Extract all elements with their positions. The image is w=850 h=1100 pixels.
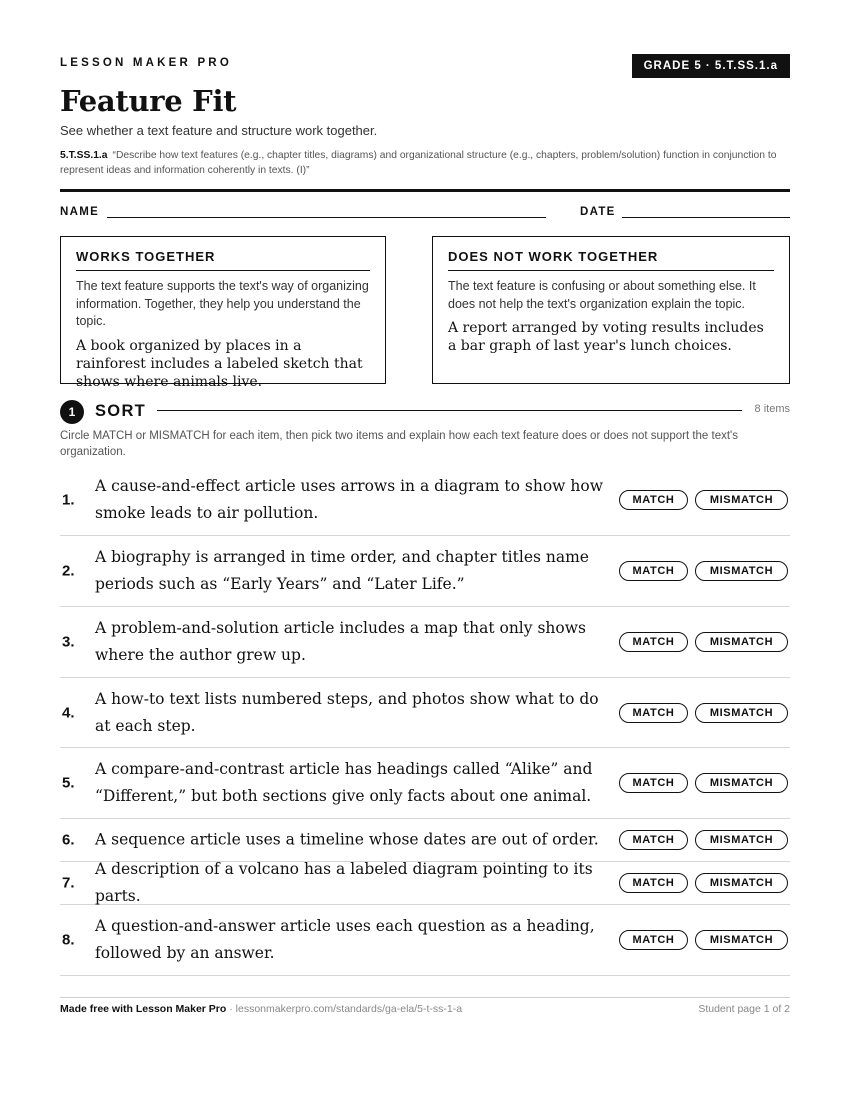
match-choice[interactable]: MATCH [619, 830, 688, 850]
match-choice[interactable]: MATCH [619, 773, 688, 793]
mismatch-choice[interactable]: MISMATCH [695, 490, 788, 510]
mismatch-choice[interactable]: MISMATCH [695, 773, 788, 793]
sort-items-list [60, 465, 790, 976]
list-item [60, 536, 790, 607]
list-item [60, 748, 790, 819]
list-item [60, 905, 790, 976]
not-works-together-title: DOES NOT WORK TOGETHER [448, 249, 774, 271]
choice-group [619, 830, 788, 850]
footer-divider [60, 997, 790, 998]
not-works-together-description: The text feature is confusing or about something else. It does not help the text's organization explain the topic. [448, 279, 756, 311]
match-choice[interactable]: MATCH [619, 561, 688, 581]
choice-group [619, 703, 788, 723]
match-choice[interactable]: MATCH [619, 930, 688, 950]
item-text: A compare-and-contrast article has headings called “Alike” and “Different,” but both sections give only facts about one animal. [95, 760, 593, 805]
choice-group [619, 632, 788, 652]
match-choice[interactable]: MATCH [619, 703, 688, 723]
name-label: NAME [60, 206, 100, 218]
item-number: 8. [62, 931, 75, 949]
works-together-example: A book organized by places in a rainforest includes a labeled sketch that shows where animals live. [76, 337, 363, 390]
header-divider [60, 189, 790, 192]
mismatch-choice[interactable]: MISMATCH [695, 830, 788, 850]
works-together-box [60, 236, 386, 390]
works-together-description: The text feature supports the text's way of organizing information. Together, they help you understand the topic. [76, 279, 369, 328]
works-together-title: WORKS TOGETHER [76, 249, 370, 271]
item-text: A biography is arranged in time order, and chapter titles name periods such as “Early Years” and “Later Life.” [95, 548, 589, 593]
mismatch-choice[interactable]: MISMATCH [695, 873, 788, 893]
standard-description [60, 148, 790, 178]
item-text: A problem-and-solution article includes a map that only shows where the author grew up. [95, 619, 586, 664]
mismatch-choice[interactable]: MISMATCH [695, 561, 788, 581]
item-text: A cause-and-effect article uses arrows in a diagram to show how smoke leads to air pollution. [95, 477, 603, 522]
item-number: 6. [62, 831, 75, 849]
list-item [60, 862, 790, 905]
section-item-count: 8 items [754, 403, 790, 415]
item-text: A how-to text lists numbered steps, and photos show what to do at each step. [95, 689, 599, 735]
section-number-badge: 1 [60, 400, 84, 424]
list-item [60, 678, 790, 748]
item-text: A description of a volcano has a labeled diagram pointing to its parts. [95, 860, 593, 905]
item-number: 7. [62, 874, 75, 892]
standard-code: 5.T.SS.1.a [60, 150, 108, 161]
list-item [60, 465, 790, 536]
choice-group [619, 490, 788, 510]
date-field[interactable] [622, 217, 790, 218]
footer-separator: · [226, 1003, 236, 1015]
item-number: 5. [62, 774, 75, 792]
item-text: A sequence article uses a timeline whose dates are out of order. [95, 830, 599, 849]
page-title: Feature Fit [60, 84, 237, 118]
footer-page-info: Student page 1 of 2 [698, 1003, 790, 1015]
item-number: 2. [62, 562, 75, 580]
footer-url[interactable]: lessonmakerpro.com/standards/ga-ela/5-t-ss-1-a [235, 1003, 463, 1015]
choice-group [619, 773, 788, 793]
page-subtitle: See whether a text feature and structure work together. [60, 123, 378, 138]
mismatch-choice[interactable]: MISMATCH [695, 703, 788, 723]
date-label: DATE [580, 206, 616, 218]
item-number: 1. [62, 491, 75, 509]
item-text: A question-and-answer article uses each question as a heading, followed by an answer. [95, 917, 595, 962]
section-instructions: Circle MATCH or MISMATCH for each item, then pick two items and explain how each text feature does or does not support the text's organization. [60, 430, 739, 458]
name-field[interactable] [107, 217, 546, 218]
match-choice[interactable]: MATCH [619, 632, 688, 652]
choice-group [619, 561, 788, 581]
footer-credit [60, 1003, 462, 1015]
mismatch-choice[interactable]: MISMATCH [695, 632, 788, 652]
choice-group [619, 873, 788, 893]
not-works-together-box [432, 236, 790, 384]
grade-badge: GRADE 5 · 5.T.SS.1.a [632, 54, 790, 78]
not-works-together-example: A report arranged by voting results includes a bar graph of last year's lunch choices. [448, 320, 764, 354]
mismatch-choice[interactable]: MISMATCH [695, 930, 788, 950]
standard-text: “Describe how text features (e.g., chapter titles, diagrams) and organizational structure (e.g., chapters, problem/solution) function in conjunction to represent ideas and information coherently in texts. (I)” [60, 150, 777, 176]
section-divider [157, 410, 742, 411]
match-choice[interactable]: MATCH [619, 490, 688, 510]
item-number: 4. [62, 704, 75, 721]
section-title: SORT [95, 402, 147, 420]
footer-made-with: Made free with Lesson Maker Pro [60, 1003, 227, 1015]
item-number: 3. [62, 633, 75, 651]
choice-group [619, 930, 788, 950]
match-choice[interactable]: MATCH [619, 873, 688, 893]
list-item [60, 607, 790, 678]
brand-name: LESSON MAKER PRO [60, 57, 232, 69]
